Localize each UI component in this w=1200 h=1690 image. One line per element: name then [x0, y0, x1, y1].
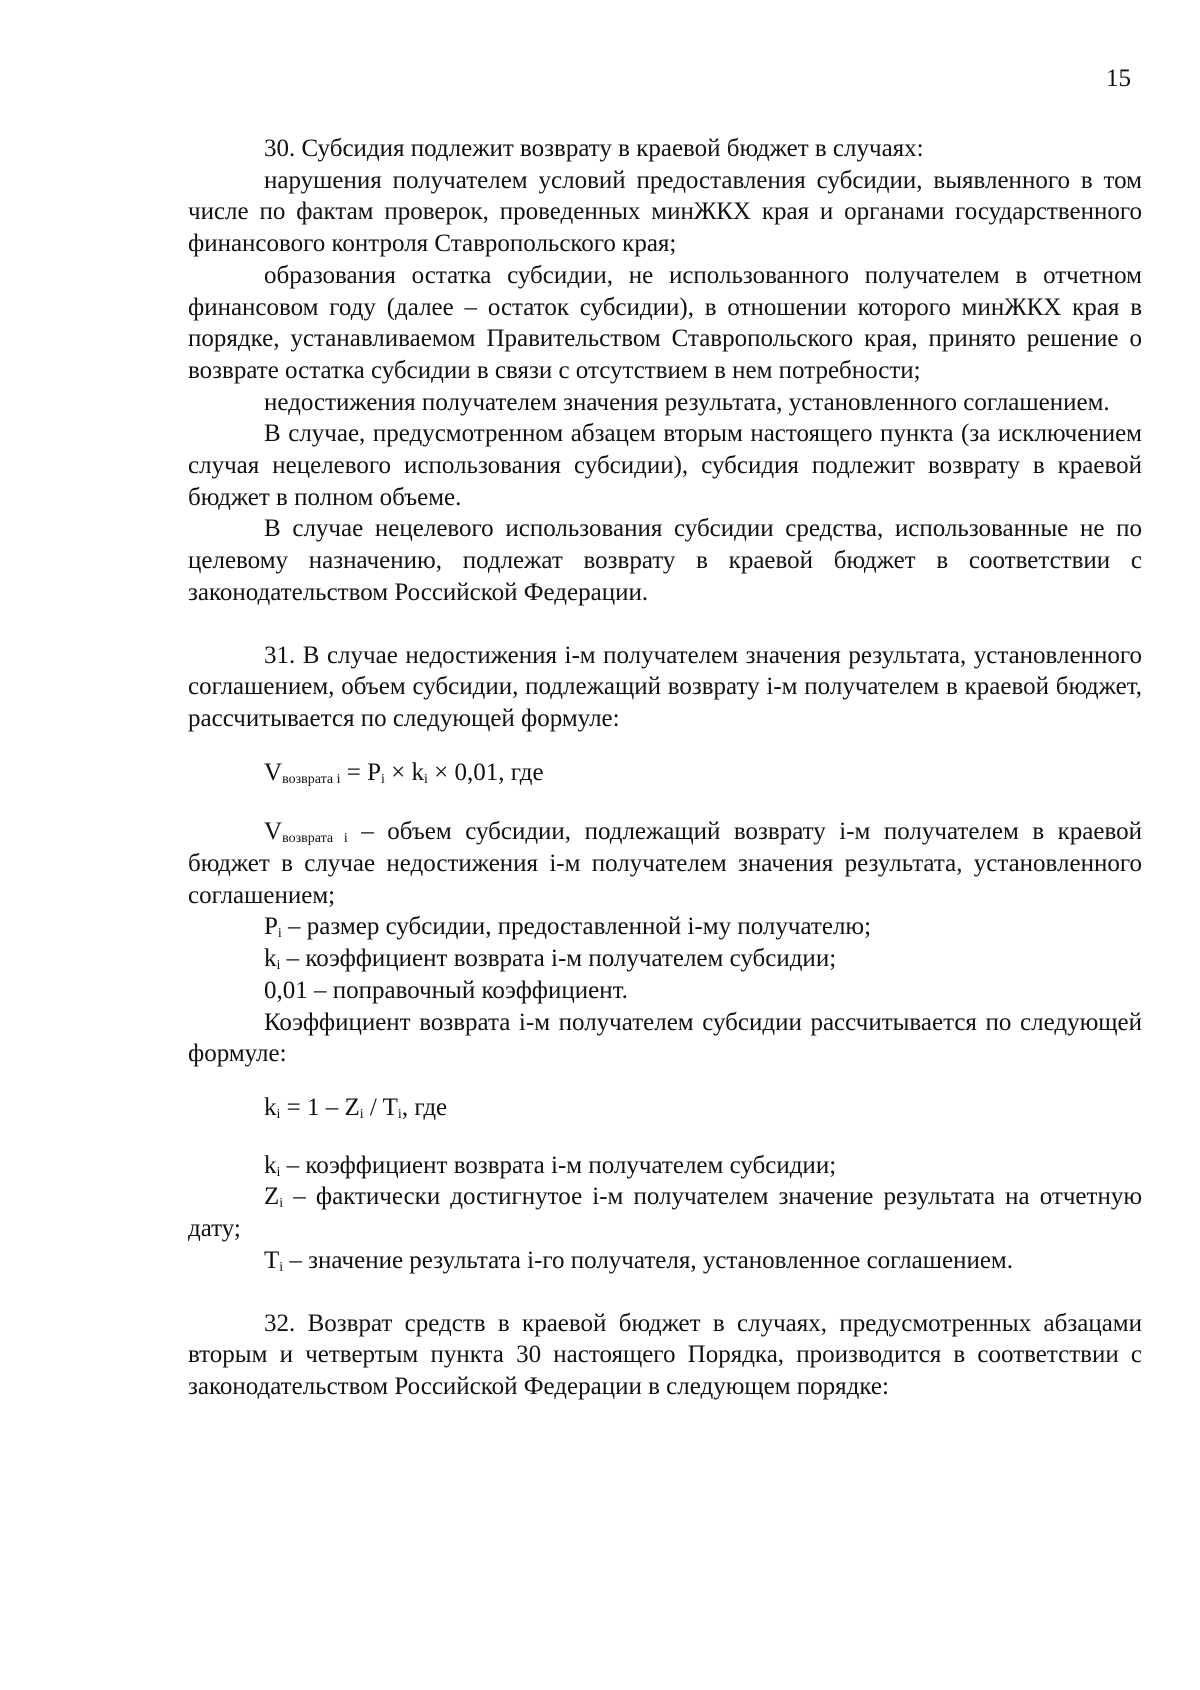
- formula2-t-subscript: i: [397, 1106, 402, 1122]
- document-body: [188, 133, 1142, 1403]
- formula2-k-symbol: k: [264, 1093, 277, 1121]
- coefficient-intro: Коэффициент возврата i-м получателем субсидии рассчитывается по следующей формуле:: [188, 1008, 1142, 1068]
- page-number: 15: [1106, 65, 1131, 92]
- def-k2-text: – коэффициент возврата i-м получателем субсидии;: [280, 1151, 837, 1179]
- formula2-z-subscript: i: [359, 1106, 364, 1122]
- section-32-intro: 32. Возврат средств в краевой бюджет в случаях, предусмотренных абзацами вторым и четвертым пункта 30 настоящего Порядка, производится в соответствии с законодательством Российской Федерации в следующем порядке:: [188, 1309, 1142, 1400]
- formula-coefficient: [188, 1092, 1142, 1124]
- formula-tail: × 0,01, где: [427, 758, 544, 786]
- formula-return-volume: [188, 757, 1142, 789]
- definition-correction: 0,01 – поправочный коэффициент.: [264, 976, 628, 1004]
- def-v-symbol: V: [264, 818, 283, 846]
- formula2-div: / T: [363, 1093, 398, 1121]
- def-p-text: – размер субсидии, предоставленной i-му получателю;: [281, 913, 872, 941]
- def-k-subscript: i: [276, 958, 281, 974]
- def-z-text: – фактически достигнутое i-м получателем значение результата на отчетную дату;: [188, 1183, 1142, 1243]
- formula2-tail: , где: [401, 1093, 448, 1121]
- formula-v-symbol: V: [264, 758, 283, 786]
- section-30-intro: 30. Субсидия подлежит возврату в краевой бюджет в случаях:: [264, 135, 924, 162]
- definition-k: [188, 943, 1142, 975]
- formula-p-part: = P: [340, 758, 381, 786]
- def-z-symbol: Z: [264, 1183, 280, 1211]
- def-p-symbol: P: [264, 913, 278, 941]
- formula-k-part: × k: [384, 758, 424, 786]
- def-k2-subscript: i: [276, 1164, 281, 1180]
- def-k-symbol: k: [264, 945, 277, 973]
- definition-v: [188, 816, 1142, 911]
- section-30-case-violation: нарушения получателем условий предоставления субсидии, выявленного в том числе по фактам проверок, проведенных минЖКХ края и органами государственного финансового контроля Ставропольского края;: [188, 166, 1142, 258]
- formula2-eq: = 1 – Z: [280, 1093, 360, 1121]
- def-v-subscript: возврата i: [282, 831, 348, 847]
- definition-t: [188, 1245, 1142, 1277]
- definition-k2: [188, 1150, 1142, 1182]
- section-30-case-remainder: образования остатка субсидии, не использованного получателем в отчетном финансовом году (далее – остаток субсидии), в отношении которого минЖКХ края в порядке, устанавливаемом Правительством Ставропольского края, принято решение о возврате остатка субсидии в связи с отсутствием в нем потребности;: [188, 261, 1142, 384]
- formula2-k-subscript: i: [276, 1106, 281, 1122]
- section-31-intro: 31. В случае недостижения i-м получателем значения результата, установленного соглашением, объем субсидии, подлежащий возврату i-м получателем в краевой бюджет, рассчитывается по следующей формуле:: [188, 641, 1142, 732]
- section-30-full-return: В случае, предусмотренном абзацем вторым настоящего пункта (за исключением случая нецелевого использования субсидии), субсидия подлежит возврату в краевой бюджет в полном объеме.: [188, 420, 1142, 511]
- def-k-text: – коэффициент возврата i-м получателем субсидии;: [280, 945, 837, 973]
- formula-v-subscript: возврата i: [282, 771, 341, 787]
- formula-p-subscript: i: [380, 771, 385, 787]
- section-30-misuse-return: В случае нецелевого использования субсидии средства, использованные не по целевому назначению, подлежат возврату в краевой бюджет в соответствии с законодательством Российской Федерации.: [188, 515, 1142, 606]
- section-30-case-nonachievement: недостижения получателем значения результата, установленного соглашением.: [264, 388, 1110, 416]
- formula-k-subscript: i: [423, 771, 428, 787]
- def-k2-symbol: k: [264, 1151, 277, 1179]
- definition-z: [188, 1181, 1142, 1244]
- definition-p: [188, 911, 1142, 943]
- def-t-symbol: T: [264, 1246, 280, 1274]
- def-z-subscript: i: [279, 1196, 284, 1212]
- def-t-text: – значение результата i-го получателя, установленное соглашением.: [283, 1246, 1014, 1274]
- def-v-text: – объем субсидии, подлежащий возврату i-м получателем в краевой бюджет в случае недостижения i-м получателем значения результата, установленного соглашением;: [188, 818, 1142, 909]
- def-p-subscript: i: [277, 926, 282, 942]
- def-t-subscript: i: [279, 1259, 284, 1275]
